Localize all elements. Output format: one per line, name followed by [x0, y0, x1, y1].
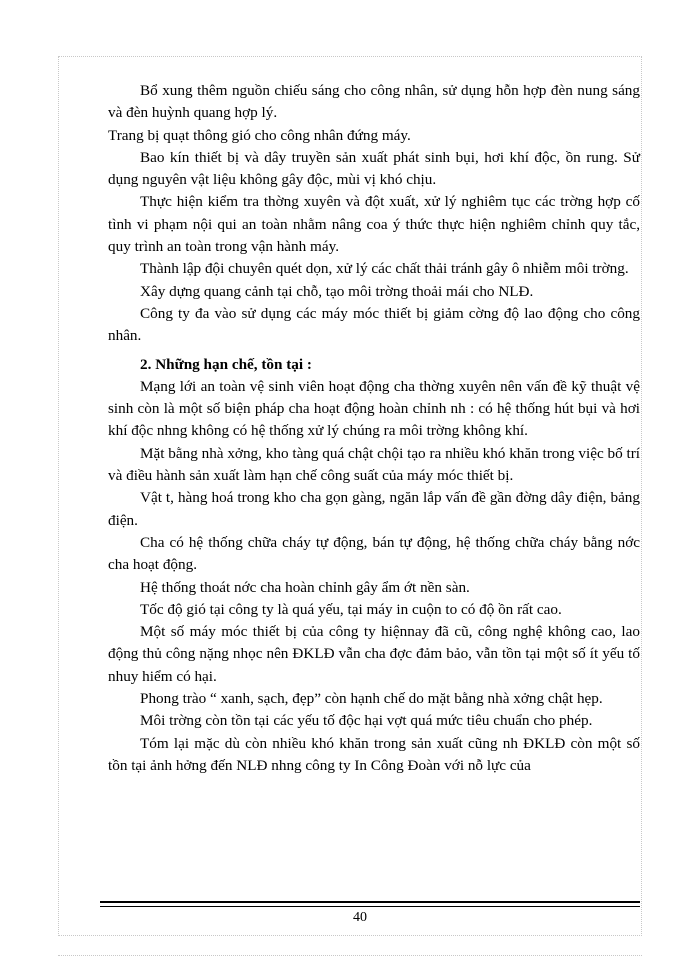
paragraph: Trang bị quạt thông gió cho công nhân đứng máy. — [108, 126, 411, 144]
paragraph: Xây dựng quang cảnh tại chỗ, tạo môi trờng thoải mái cho NLĐ. — [140, 282, 534, 300]
paragraph: Một số máy móc thiết bị của công ty hiệnnay đã cũ, công nghệ không cao, lao động thủ công nặng nhọc nên ĐKLĐ vẫn cha đợc đảm bảo, vẫn tồn tại một số ít yếu tố nhuy hiểm có hại. — [108, 623, 640, 685]
document-body — [108, 80, 640, 777]
paragraph: Tóm lại mặc dù còn nhiều khó khăn trong sản xuất cũng nh ĐKLĐ còn một số tồn tại ảnh hởng đến NLĐ nhng công ty In Công Đoàn với nỗ lực của — [108, 734, 640, 774]
paragraph: Bao kín thiết bị và dây truyền sản xuất phát sinh bụi, hơi khí độc, ồn rung. Sử dụng nguyên vật liệu không gây độc, mùi vị khó chịu. — [108, 148, 640, 189]
footer-rule — [100, 901, 640, 907]
paragraph: Mặt bằng nhà xởng, kho tàng quá chật chội tạo ra nhiều khó khăn trong việc bố trí và điều hành sản xuất làm hạn chế công suất của máy móc thiết bị. — [108, 444, 640, 485]
paragraph: Mạng lới an toàn vệ sinh viên hoạt động cha thờng xuyên nên vấn đề kỹ thuật vệ sinh còn là một số biện pháp cha hoạt động hoàn chỉnh nh : có hệ thống hút bụi và hơi khí độc nhng không có hệ thống xử lý chúng ra môi trờng không khí. — [108, 377, 640, 440]
paragraph: Môi trờng còn tồn tại các yếu tố độc hại vợt quá mức tiêu chuẩn cho phép. — [140, 712, 593, 730]
page-bottom-border — [58, 955, 642, 956]
section-heading: 2. Những hạn chế, tồn tại : — [140, 355, 312, 373]
paragraph: Công ty đa vào sử dụng các máy móc thiết bị giảm cờng độ lao động cho công nhân. — [108, 304, 640, 345]
paragraph: Hệ thống thoát nớc cha hoàn chỉnh gây ẩm ớt nền sàn. — [140, 578, 470, 596]
paragraph: Thành lập đội chuyên quét dọn, xử lý các chất thải tránh gây ô nhiễm môi trờng. — [140, 260, 629, 278]
paragraph: Vật t, hàng hoá trong kho cha gọn gàng, ngăn lắp vấn đề gần đờng dây điện, bảng điện. — [108, 489, 640, 529]
page-number: 40 — [353, 910, 367, 925]
paragraph: Tốc độ gió tại công ty là quá yếu, tại máy in cuộn to có độ ồn rất cao. — [140, 600, 562, 618]
paragraph: Thực hiện kiểm tra thờng xuyên và đột xuất, xử lý nghiêm tục các trờng hợp cố tình vi phạm nội qui an toàn nhằm nâng coa ý thức thực hiện nghiêm chỉnh quy tắc, quy trình an toàn trong vận hành máy. — [108, 193, 640, 256]
paragraph: Phong trào “ xanh, sạch, đẹp” còn hạnh chế do mặt bằng nhà xởng chật hẹp. — [140, 690, 603, 708]
paragraph: Cha có hệ thống chữa cháy tự động, bán tự động, hệ thống chữa cháy bằng nớc cha hoạt động. — [108, 533, 640, 574]
paragraph: Bổ xung thêm nguồn chiếu sáng cho công nhân, sử dụng hỗn hợp đèn nung sáng và đèn huỳnh quang hợp lý. — [108, 82, 640, 122]
